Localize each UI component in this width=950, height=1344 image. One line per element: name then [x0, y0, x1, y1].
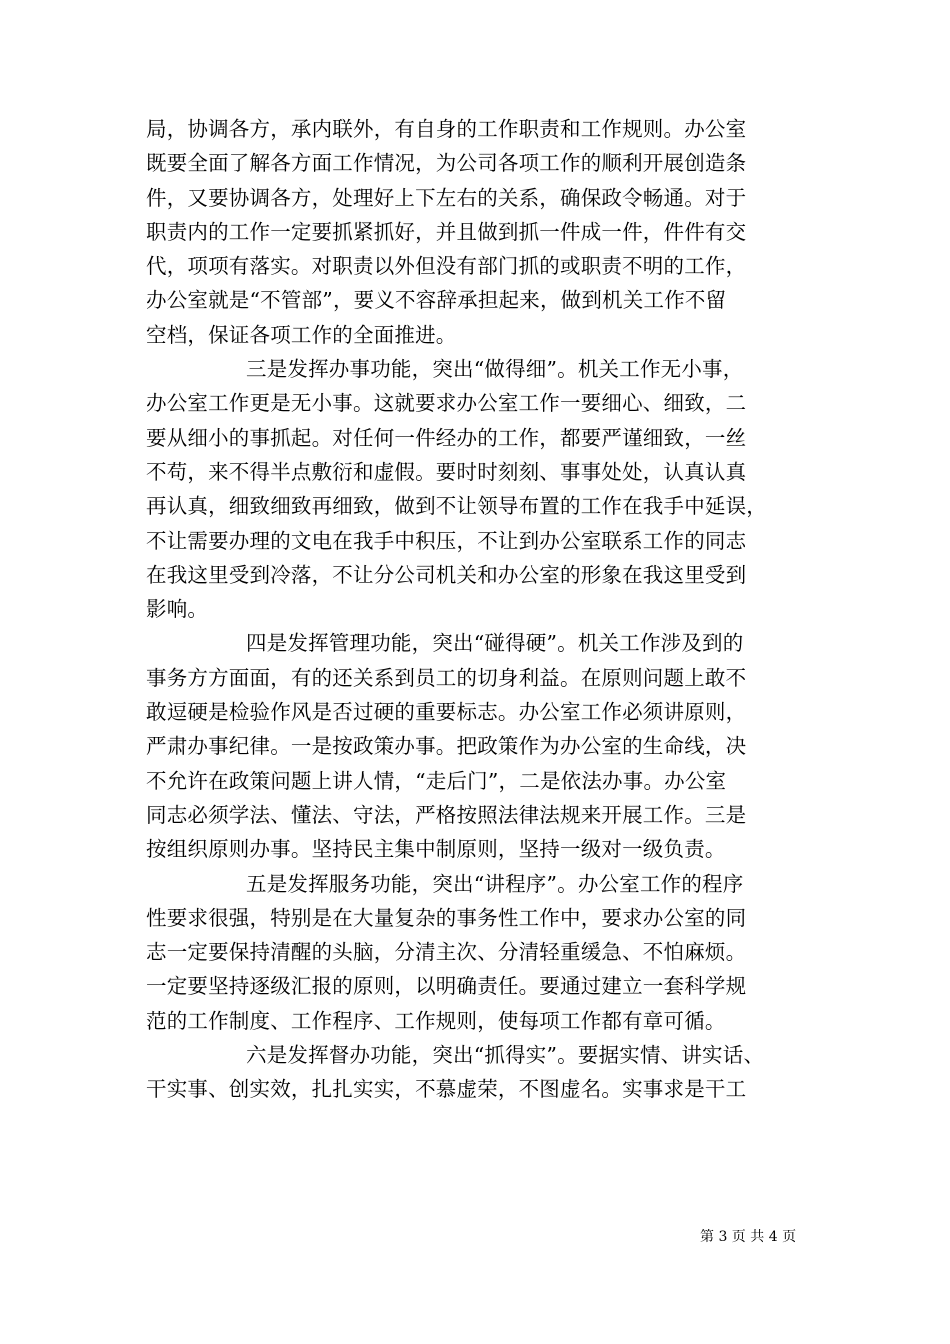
text-line: 六是发挥督办功能，突出“抓得实”。要据实情、讲实话、	[246, 1043, 765, 1068]
document-body	[146, 112, 816, 1107]
page-number-footer: 第 3 页 共 4 页	[700, 1229, 797, 1245]
text-line: 要从细小的事抓起。对任何一件经办的工作，都要严谨细致，一丝	[146, 425, 747, 450]
text-line: 办公室就是“不管部”，要义不容辞承担起来，做到机关工作不留	[146, 288, 727, 313]
text-line: 一定要坚持逐级汇报的原则，以明确责任。要通过建立一套科学规	[146, 974, 747, 999]
text-line: 在我这里受到冷落，不让分公司机关和办公室的形象在我这里受到	[146, 562, 747, 587]
text-line: 五是发挥服务功能，突出“讲程序”。办公室工作的程序	[246, 871, 744, 896]
text-line: 敢逗硬是检验作风是否过硬的重要标志。办公室工作必须讲原则，	[146, 700, 747, 725]
text-line: 不让需要办理的文电在我手中积压，不让到办公室联系工作的同志	[146, 528, 747, 553]
text-line: 影响。	[146, 597, 209, 622]
text-line: 再认真，细致细致再细致，做到不让领导布置的工作在我手中延误，	[146, 494, 767, 519]
text-line: 性要求很强，特别是在大量复杂的事务性工作中，要求办公室的同	[146, 905, 747, 930]
paragraph	[146, 1038, 816, 1107]
text-line: 四是发挥管理功能，突出“碰得硬”。机关工作涉及到的	[246, 631, 744, 656]
text-line: 件，又要协调各方，处理好上下左右的关系，确保政令畅通。对于	[146, 185, 747, 210]
text-line: 干实事、创实效，扎扎实实，不慕虚荣，不图虚名。实事求是干工	[146, 1077, 747, 1102]
text-line: 严肃办事纪律。一是按政策办事。把政策作为办公室的生命线，决	[146, 734, 747, 759]
text-line: 职责内的工作一定要抓紧抓好，并且做到抓一件成一件，件件有交	[146, 219, 747, 244]
text-line: 不苟，来不得半点敷衍和虚假。要时时刻刻、事事处处，认真认真	[146, 459, 747, 484]
text-line: 志一定要保持清醒的头脑，分清主次、分清轻重缓急、不怕麻烦。	[146, 940, 747, 965]
paragraph	[146, 352, 816, 626]
paragraph	[146, 626, 816, 866]
text-line: 局，协调各方，承内联外，有自身的工作职责和工作规则。办公室	[146, 117, 747, 141]
text-line: 范的工作制度、工作程序、工作规则，使每项工作都有章可循。	[146, 1008, 726, 1033]
text-line: 既要全面了解各方面工作情况，为公司各项工作的顺利开展创造条	[146, 151, 747, 176]
text-line: 同志必须学法、懂法、守法，严格按照法律法规来开展工作。三是	[146, 802, 747, 827]
text-line: 不允许在政策问题上讲人情，“走后门”，二是依法办事。办公室	[146, 768, 727, 793]
paragraph	[146, 112, 816, 352]
text-line: 事务方方面面，有的还关系到员工的切身利益。在原则问题上敢不	[146, 665, 747, 690]
text-line: 办公室工作更是无小事。这就要求办公室工作一要细心、细致，二	[146, 391, 747, 416]
text-line: 按组织原则办事。坚持民主集中制原则，坚持一级对一级负责。	[146, 837, 726, 862]
text-line: 空档，保证各项工作的全面推进。	[146, 322, 457, 347]
text-line: 三是发挥办事功能，突出“做得细”。机关工作无小事，	[246, 357, 744, 382]
text-line: 代，项项有落实。对职责以外但没有部门抓的或职责不明的工作，	[146, 254, 747, 279]
paragraph	[146, 867, 816, 1038]
